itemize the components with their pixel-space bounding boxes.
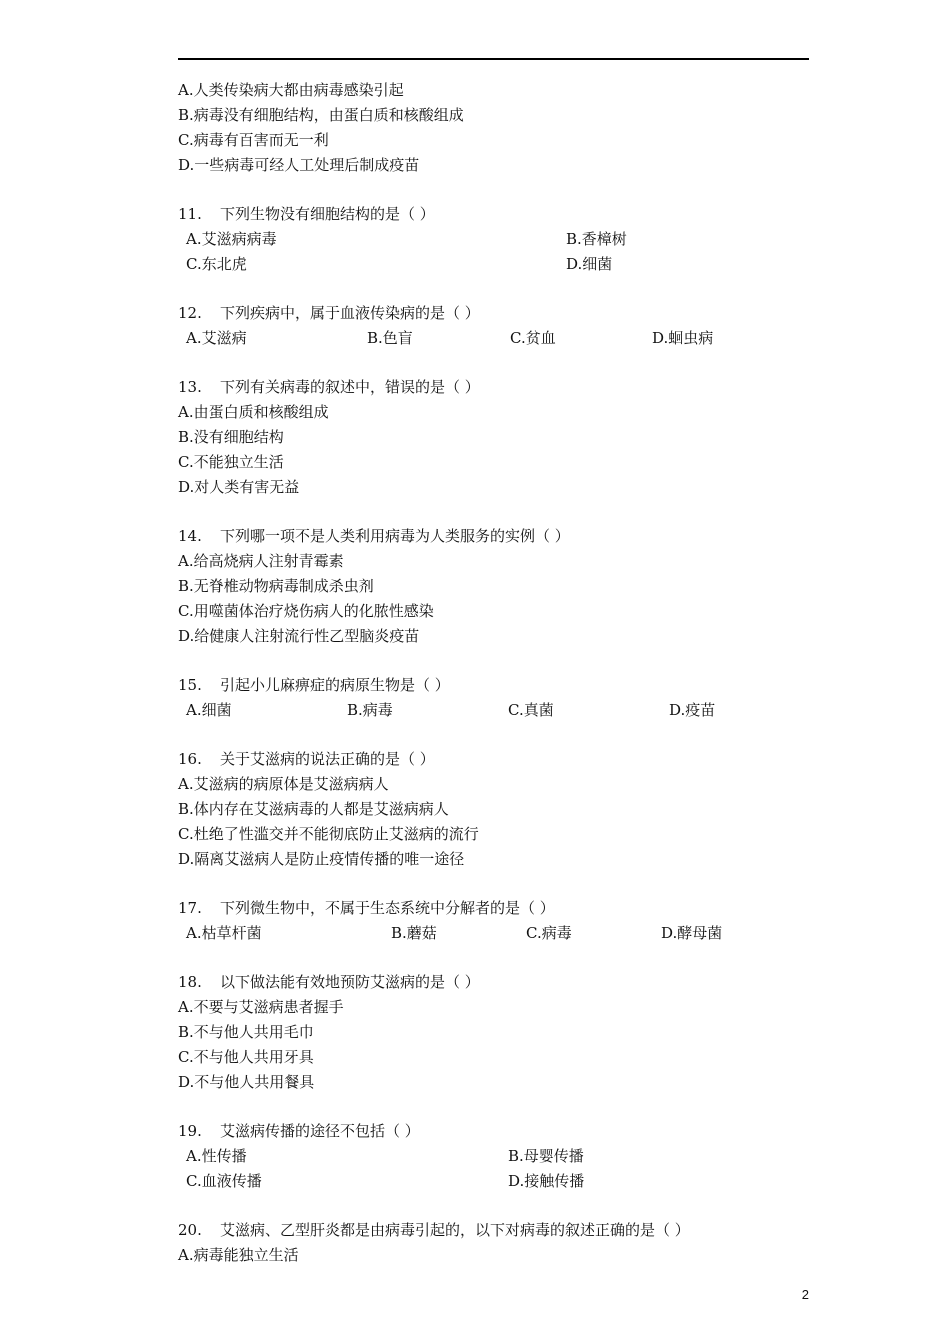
q17-option-a: A.枯草杆菌	[186, 924, 262, 942]
q10-option-a: A.人类传染病大都由病毒感染引起	[178, 81, 404, 99]
q14-option-b: B.无脊椎动物病毒制成杀虫剂	[178, 577, 374, 595]
q12-number: 12.	[178, 304, 202, 322]
q19-stem	[178, 1119, 809, 1144]
q18-option-d: D.不与他人共用餐具	[178, 1073, 315, 1091]
q15-options-row	[178, 698, 809, 723]
q12-option-a: A.艾滋病	[186, 329, 247, 347]
q12-stem	[178, 301, 809, 326]
q18-stem	[178, 970, 809, 995]
q15-option-a: A.细菌	[186, 701, 232, 719]
q14-option-c: C.用噬菌体治疗烧伤病人的化脓性感染	[178, 602, 434, 620]
q17-number: 17.	[178, 899, 202, 917]
q19-options-row-1	[178, 1144, 809, 1169]
q19-option-c: C.血液传播	[186, 1172, 262, 1190]
q15-number: 15.	[178, 676, 202, 694]
q15-text: 引起小儿麻痹症的病原生物是（ ）	[220, 676, 450, 694]
q20-text: 艾滋病、乙型肝炎都是由病毒引起的，以下对病毒的叙述正确的是（ ）	[220, 1221, 690, 1239]
q11-number: 11.	[178, 205, 202, 223]
document-body	[178, 78, 809, 1268]
q14-option-d: D.给健康人注射流行性乙型脑炎疫苗	[178, 627, 420, 645]
q12-option-d: D.蛔虫病	[652, 329, 714, 347]
q11-option-d: D.细菌	[566, 255, 613, 273]
q12-text: 下列疾病中，属于血液传染病的是（ ）	[220, 304, 480, 322]
q19-option-d: D.接触传播	[508, 1172, 585, 1190]
q17-stem	[178, 896, 809, 921]
q17-option-b: B.蘑菇	[391, 924, 437, 942]
q10-option-b: B.病毒没有细胞结构，由蛋白质和核酸组成	[178, 106, 464, 124]
q17-option-d: D.酵母菌	[661, 924, 723, 942]
q16-number: 16.	[178, 750, 202, 768]
q13-option-b: B.没有细胞结构	[178, 428, 284, 446]
q19-option-a: A.性传播	[186, 1147, 247, 1165]
q14-stem	[178, 524, 809, 549]
q18-number: 18.	[178, 973, 202, 991]
q17-options-row	[178, 921, 809, 946]
header-rule	[178, 58, 809, 60]
q12-options-row	[178, 326, 809, 351]
q13-option-d: D.对人类有害无益	[178, 478, 300, 496]
q10-option-c: C.病毒有百害而无一利	[178, 131, 329, 149]
q17-text: 下列微生物中，不属于生态系统中分解者的是（ ）	[220, 899, 555, 917]
q11-option-b: B.香樟树	[566, 230, 627, 248]
q18-text: 以下做法能有效地预防艾滋病的是（ ）	[220, 973, 480, 991]
q19-number: 19.	[178, 1122, 202, 1140]
q11-options-row-2	[178, 252, 809, 277]
q16-option-b: B.体内存在艾滋病毒的人都是艾滋病病人	[178, 800, 449, 818]
q17-option-c: C.病毒	[526, 924, 572, 942]
q11-stem	[178, 202, 809, 227]
q15-option-b: B.病毒	[347, 701, 393, 719]
q15-stem	[178, 673, 809, 698]
q13-stem	[178, 375, 809, 400]
q20-stem	[178, 1218, 809, 1243]
q20-option-a: A.病毒能独立生活	[178, 1246, 299, 1264]
q11-options-row-1	[178, 227, 809, 252]
q13-option-a: A.由蛋白质和核酸组成	[178, 403, 329, 421]
q11-option-a: A.艾滋病病毒	[186, 230, 277, 248]
q16-option-d: D.隔离艾滋病人是防止疫情传播的唯一途径	[178, 850, 465, 868]
q14-option-a: A.给高烧病人注射青霉素	[178, 552, 344, 570]
q15-option-d: D.疫苗	[669, 701, 716, 719]
q13-text: 下列有关病毒的叙述中，错误的是（ ）	[220, 378, 480, 396]
q19-text: 艾滋病传播的途径不包括（ ）	[220, 1122, 420, 1140]
q14-text: 下列哪一项不是人类利用病毒为人类服务的实例（ ）	[220, 527, 570, 545]
q20-number: 20.	[178, 1221, 202, 1239]
q16-option-c: C.杜绝了性滥交并不能彻底防止艾滋病的流行	[178, 825, 479, 843]
q13-option-c: C.不能独立生活	[178, 453, 284, 471]
q14-number: 14.	[178, 527, 202, 545]
q19-option-b: B.母婴传播	[508, 1147, 584, 1165]
q18-option-b: B.不与他人共用毛巾	[178, 1023, 314, 1041]
q19-options-row-2	[178, 1169, 809, 1194]
q13-number: 13.	[178, 378, 202, 396]
q11-option-c: C.东北虎	[186, 255, 247, 273]
q16-option-a: A.艾滋病的病原体是艾滋病病人	[178, 775, 389, 793]
q10-option-d: D.一些病毒可经人工处理后制成疫苗	[178, 156, 420, 174]
q12-option-c: C.贫血	[510, 329, 556, 347]
q18-option-c: C.不与他人共用牙具	[178, 1048, 314, 1066]
q16-text: 关于艾滋病的说法正确的是（ ）	[220, 750, 435, 768]
q16-stem	[178, 747, 809, 772]
q15-option-c: C.真菌	[508, 701, 554, 719]
q11-text: 下列生物没有细胞结构的是（ ）	[220, 205, 435, 223]
q12-option-b: B.色盲	[367, 329, 413, 347]
page-number: 2	[801, 1287, 809, 1302]
q18-option-a: A.不要与艾滋病患者握手	[178, 998, 344, 1016]
